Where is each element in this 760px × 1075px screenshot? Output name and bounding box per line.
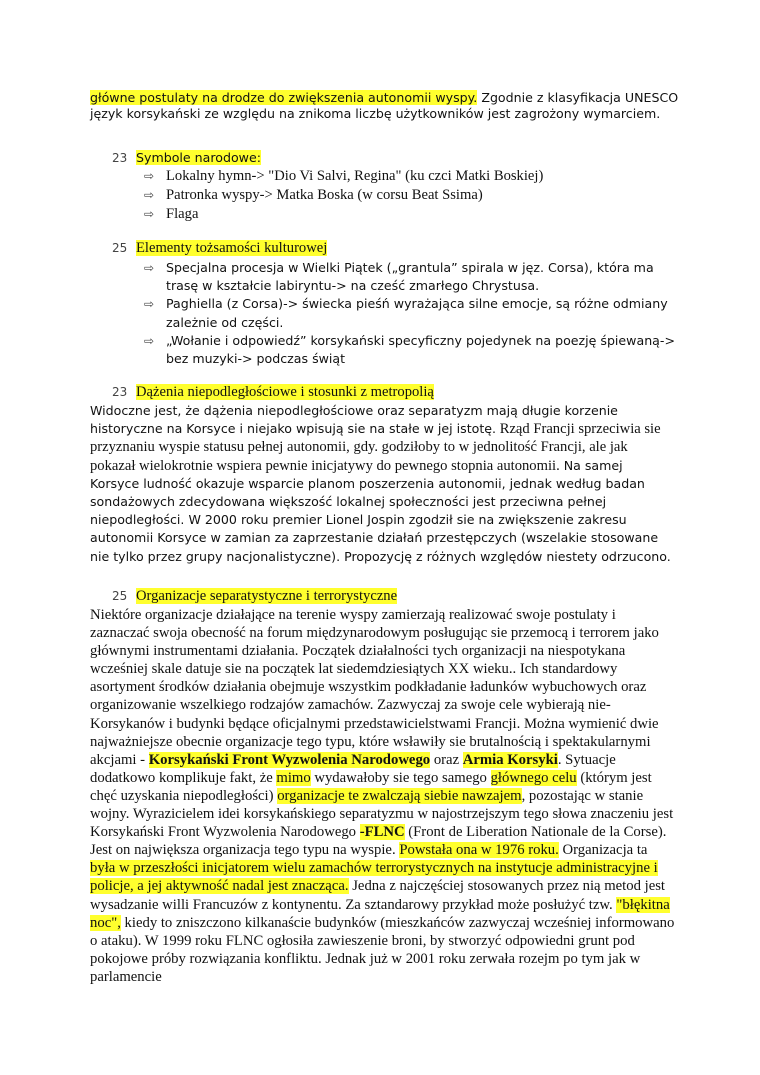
list-item: ⇨ Lokalny hymn-> "Dio Vi Salvi, Regina" (ku czci Matki Boskiej) <box>144 168 544 184</box>
list-item: ⇨ Paghiella (z Corsa)-> świecka pieśń wyrażająca silne emocje, są różne odmiany zależnie od części. <box>144 296 668 330</box>
section-marker-icon: 25 <box>112 241 128 255</box>
heading-symbole-text: Symbole narodowe: <box>136 150 261 165</box>
arrow-bullet-icon: ⇨ <box>144 188 155 202</box>
list-item: ⇨ Specjalna procesja w Wielki Piątek („grantula” spirala w jęz. Corsa), która ma trasę w kształcie labiryntu-> na cześć zmarłego Chrystusa. <box>144 260 654 294</box>
section-marker-icon: 23 <box>112 151 128 165</box>
heading-dazenia-text: Dążenia niepodległościowe i stosunki z metropolią <box>136 384 434 400</box>
organizacje-paragraph: Niektóre organizacje działające na terenie wyspy zamierzają realizować swoje postulaty i zaznaczać swoja obecność na forum międzynarodowym posługując sie przemocą i terrorem jako głównymi instrumentami działania. Początek działalności tych organizacji na niespotykana wcześniej skale datuje sie na początek lat siedemdziesiątych XX wieku.. Ich standardowy asortyment środków działania obejmuje wszystkim podkładanie ładunków wybuchowych oraz organizowanie wszelkiego rodzajów zamachów. Zazwyczaj za swoje cele wybierają nie-Korsykanów i budynki będące oficjalnymi przedstawicielstwami Francji. Można wymienić dwie najważniejsze obecnie organizacje tego typu, które wsławiły sie brutalnością i spektakularnymi akcjami - Korsykański Front Wyzwolenia Narodowego oraz Armia Korsyki. Sytuacje dodatkowo komplikuje fakt, że mimo wydawałoby sie tego samego głównego celu (którym jest chęć uzyskania niepodległości) organizacje te zwalczają siebie nawzajem, pozostając w stanie wojny. Wyrazicielem idei korsykańskiego separatyzmu w najostrzejszym tego słowa znaczeniu jest Korsykański Front Wyzwolenia Narodowego -FLNC (Front de Liberation Nationale de la Corse). Jest on największa organizacja tego typu na wyspie. Powstała ona w 1976 roku. Organizacja ta była w przeszłości inicjatorem wielu zamachów terrorystycznych na instytucje administracyjne i policje, a jej aktywność nadal jest znacząca. Jedna z najczęściej stosowanych przez nią metod jest wysadzanie willi Francuzów z kontynentu. Za sztandarowy przykład może posłużyć tzw. "błękitna noc", kiedy to zniszczono kilkanaście budynków (mieszkańców zazwyczaj wcześniej informowano o ataku). W 1999 roku FLNC ogłosiła zawieszenie broni, by stworzyć odpowiedni grunt pod pokojowe próby rozwiązania konfliktu. Jednak już w 2001 roku zerwała rozejm po tym jak w parlamencie <box>90 607 675 985</box>
symbole-list <box>144 167 704 224</box>
heading-symbole <box>90 150 261 165</box>
dazenia-paragraph: Widoczne jest, że dążenia niepodległościowe oraz separatyzm mają długie korzenie historyczne na Korsyce i niejako wpisują sie na stałe w jej istotę. Rząd Francji sprzeciwia sie przyznaniu wyspie statusu pełnej autonomii, gdy. godziłoby to w jednolitość Francji, ale jak pokazał wielokrotnie wspiera pewnie inicjatywy do pewnego stopnia autonomii. Na samej Korsyce ludność okazuje wsparcie planom poszerzenia autonomii, jednak według badan sondażowych zdecydowana większość lokalnej społeczności jest przeciwna pełnej niepodległości. W 2000 roku premier Lionel Jospin zgodził sie na zwiększenie zakresu autonomii Korsyce w zamian za zaprzestanie działań przestępczych (wszelakie stosowane nie tylko przez grupy nacjonalistyczne). Propozycję z różnych względów niestety odrzucono. <box>90 403 671 564</box>
section-marker-icon: 23 <box>112 385 128 399</box>
elementy-list <box>144 259 684 368</box>
section-marker-icon: 25 <box>112 589 128 603</box>
intro-text: Zgodnie z klasyfikacja UNESCO język korsykański ze względu na znikoma liczbę użytkowników jest zagrożony wymarciem. <box>90 90 679 122</box>
heading-organizacje-text: Organizacje separatystyczne i terrorystyczne <box>136 588 398 604</box>
list-item: ⇨ Patronka wyspy-> Matka Boska (w corsu Beat Ssima) <box>144 187 483 203</box>
heading-dazenia <box>90 384 434 401</box>
arrow-bullet-icon: ⇨ <box>144 297 155 312</box>
list-item: ⇨ „Wołanie i odpowiedź” korsykański specyficzny pojedynek na poezję śpiewaną-> bez muzyki-> podczas świąt <box>144 332 675 367</box>
arrow-bullet-icon: ⇨ <box>144 333 155 348</box>
heading-elementy <box>90 240 327 257</box>
armia-highlight: Armia Korsyki <box>462 751 558 768</box>
heading-organizacje <box>90 588 397 605</box>
intro-paragraph <box>90 90 690 123</box>
heading-elementy-text: Elementy tożsamości kulturowej <box>136 240 328 256</box>
list-item: ⇨ Flaga <box>144 206 199 222</box>
flnc-name-highlight: Korsykański Front Wyzwolenia Narodowego <box>148 751 431 768</box>
arrow-bullet-icon: ⇨ <box>144 169 155 183</box>
arrow-bullet-icon: ⇨ <box>144 207 155 221</box>
intro-highlight: główne postulaty na drodze do zwiększenia autonomii wyspy. <box>90 90 478 105</box>
arrow-bullet-icon: ⇨ <box>144 261 155 275</box>
flnc-abbr-highlight: -FLNC <box>359 824 405 841</box>
